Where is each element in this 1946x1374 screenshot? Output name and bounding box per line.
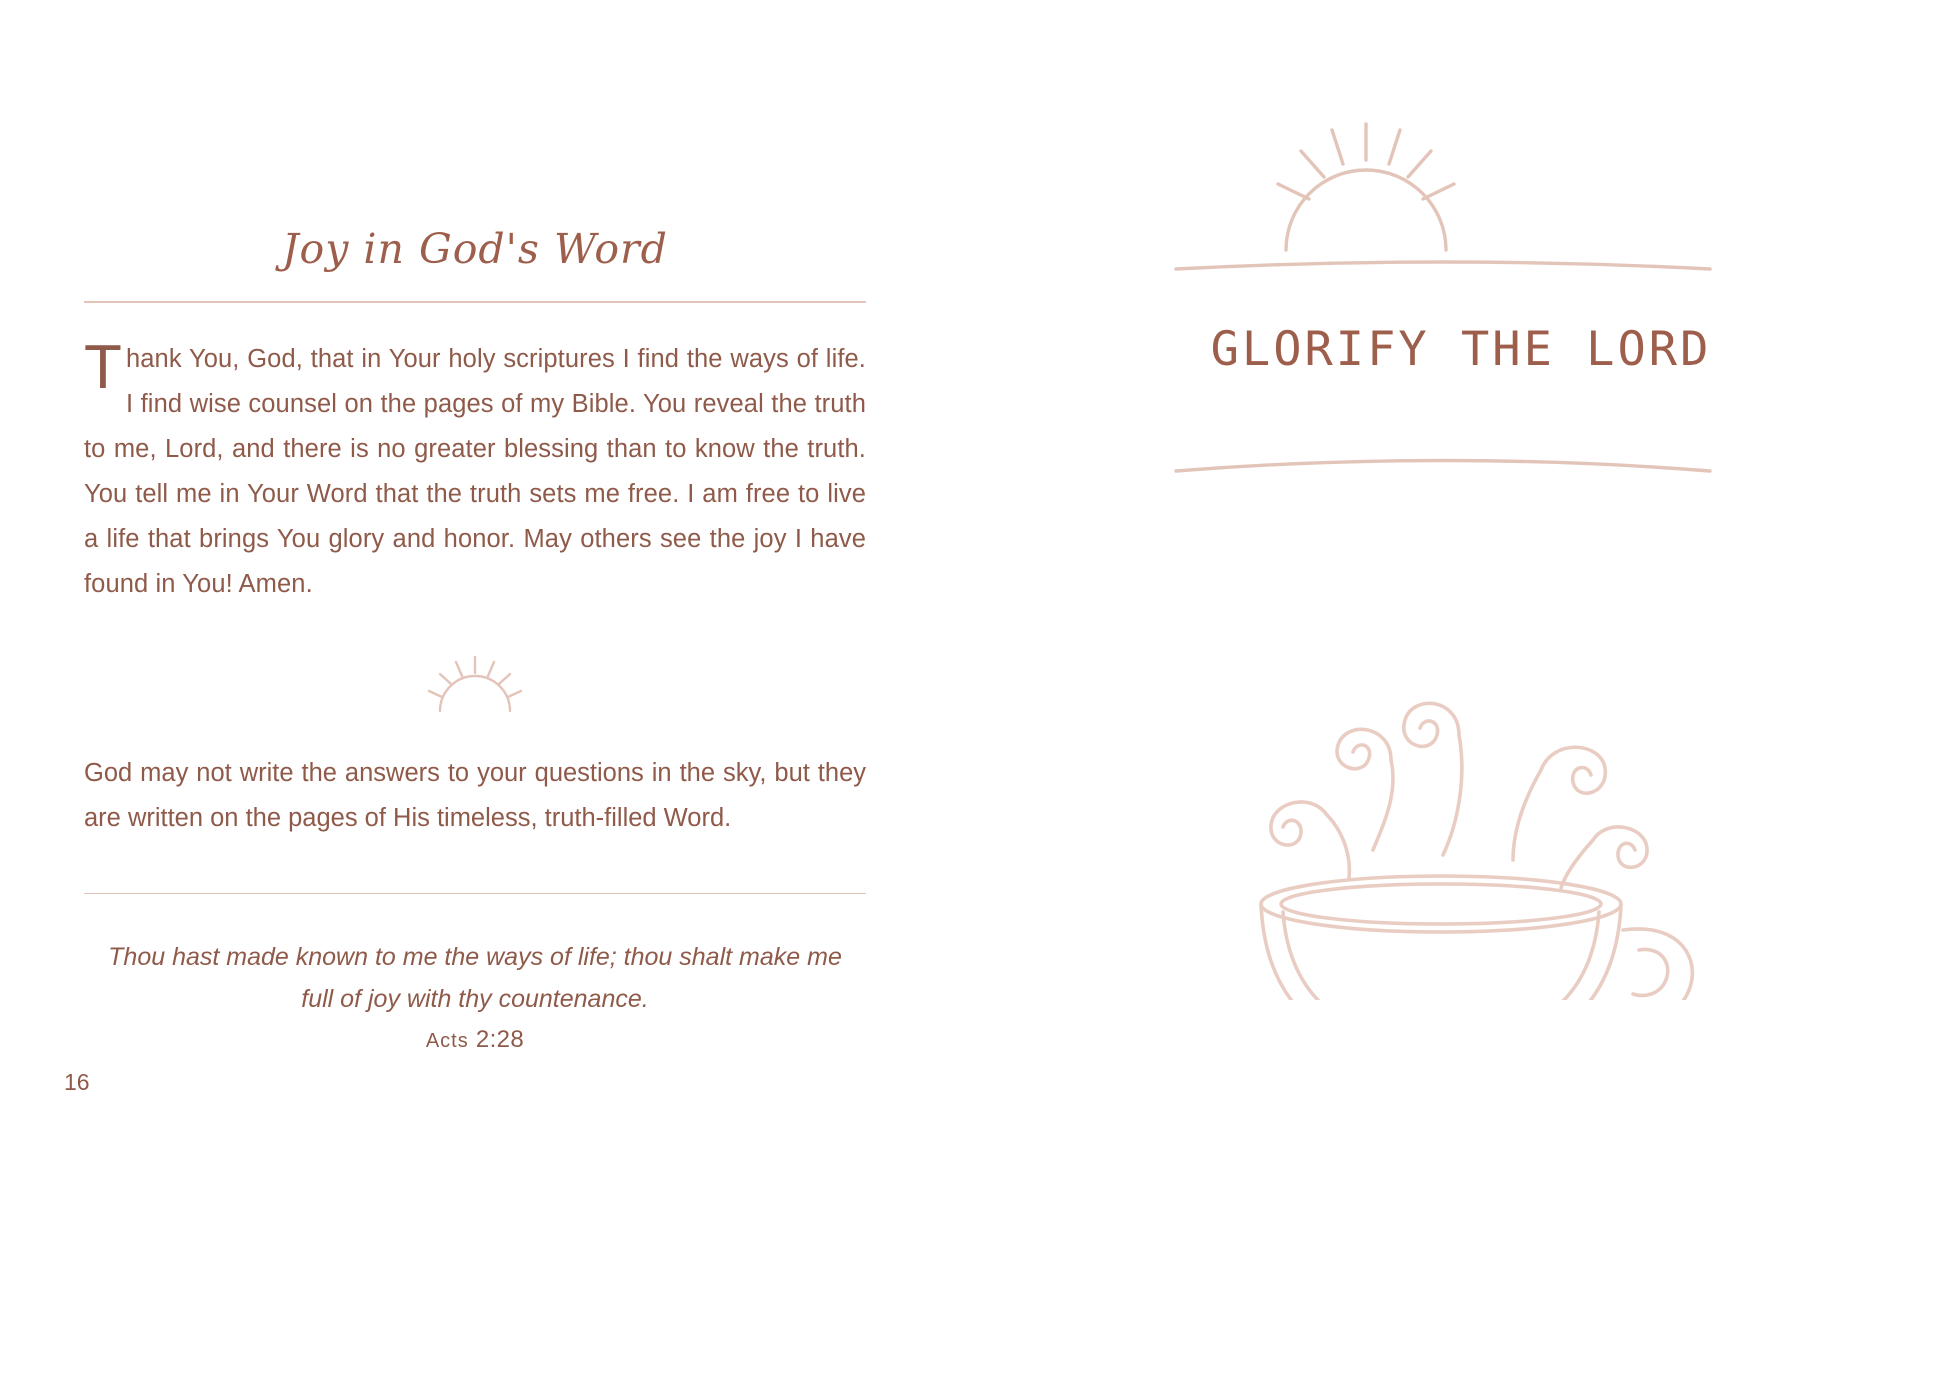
scripture-reference-numbers: 2:28	[468, 1026, 525, 1053]
sunrise-icon-large	[1231, 118, 1501, 258]
right-page-heading: GLORIFY THE LORD	[1210, 322, 1712, 377]
decorative-arc-line	[1173, 452, 1713, 476]
scripture-verse: Thou hast made known to me the ways of life; thou shalt make me full of joy with thy countenance.	[108, 943, 842, 1013]
prayer-text: hank You, God, that in Your holy scriptures I find the ways of life. I find wise counsel on the pages of my Bible. You reveal the truth to me, Lord, and there is no greater blessing than to know the truth. You tell me in Your Word that the truth sets me free. I am free to live a life that brings You glory and honor. May others see the joy I have found in You! Amen.	[84, 344, 866, 598]
page-number: 16	[64, 1069, 90, 1095]
scripture-reference	[84, 1026, 866, 1054]
right-page	[973, 0, 1946, 1374]
left-page-content	[84, 0, 866, 1054]
teacup-with-steam-icon	[1141, 530, 1761, 1000]
prayer-paragraph	[84, 332, 866, 607]
drop-cap: T	[84, 332, 122, 402]
divider-rule-bottom	[84, 893, 866, 895]
divider-rule-top	[84, 301, 866, 303]
right-page-content	[1021, 0, 1901, 1374]
horizon-line	[1173, 258, 1713, 274]
reflection-paragraph: God may not write the answers to your questions in the sky, but they are written on the pages of His timeless, truth-filled Word.	[84, 758, 866, 832]
page-title: Joy in God's Word	[282, 225, 668, 273]
scripture-reference-book: Acts	[425, 1030, 469, 1052]
sunrise-icon	[415, 653, 535, 715]
